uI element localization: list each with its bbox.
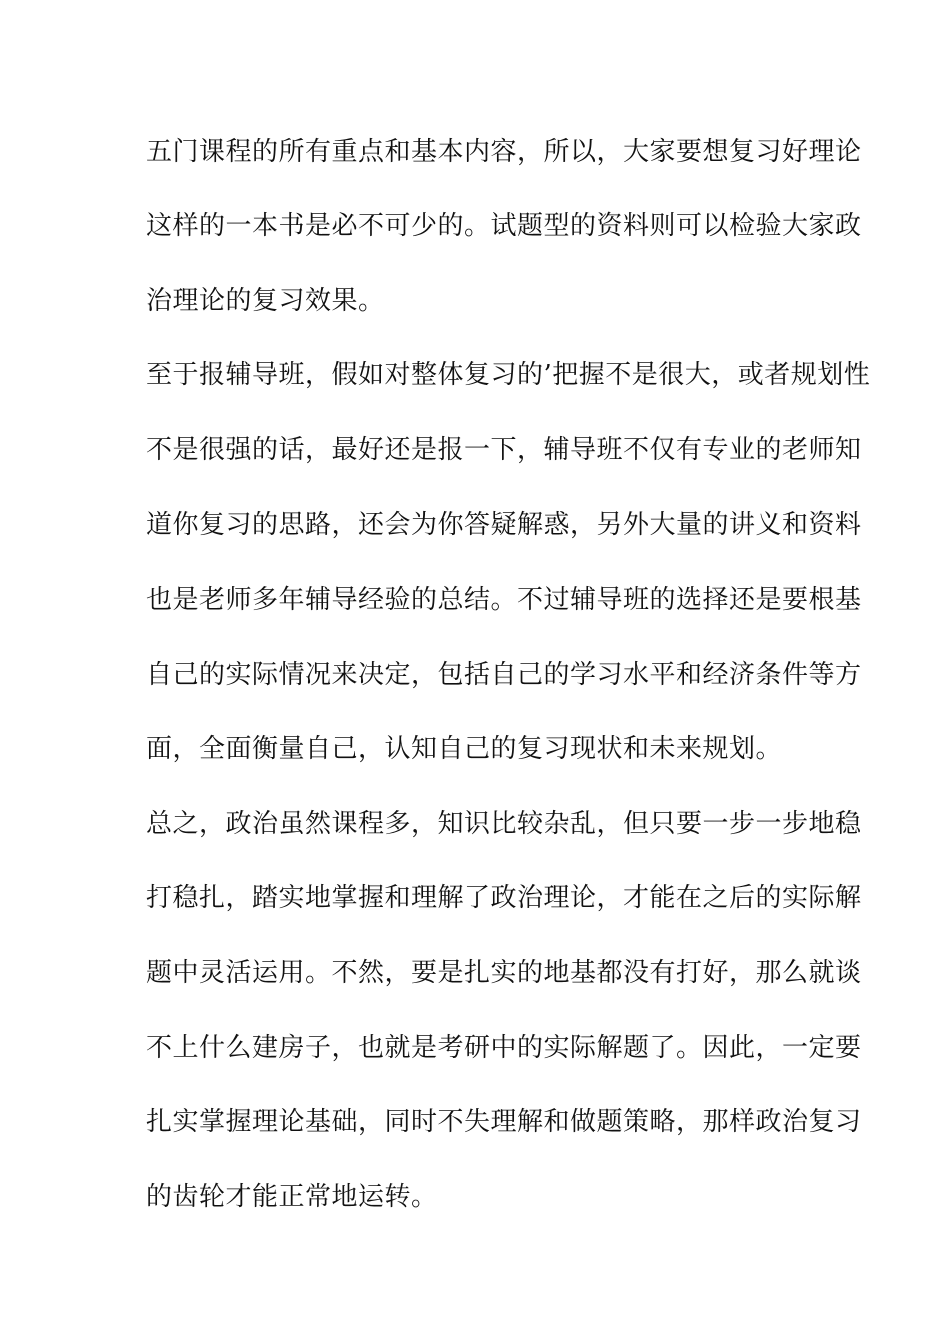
text-line: 五门课程的所有重点和基本内容，所以，大家要想复习好理论 — [146, 137, 862, 167]
text-line: 不是很强的话，最好还是报一下，辅导班不仅有专业的老师知 — [146, 435, 862, 465]
text-line: 题中灵活运用。不然，要是扎实的地基都没有打好，那么就谈 — [146, 958, 862, 988]
text-line: 的齿轮才能正常地运转。 — [146, 1182, 438, 1212]
text-line: 这样的一本书是必不可少的。试题型的资料则可以检验大家政 — [146, 211, 862, 241]
text-line: 扎实掌握理论基础，同时不失理解和做题策略，那样政治复习 — [146, 1107, 862, 1137]
text-line: 打稳扎，踏实地掌握和理解了政治理论，才能在之后的实际解 — [146, 883, 862, 913]
text-line: 也是老师多年辅导经验的总结。不过辅导班的选择还是要根基 — [146, 585, 862, 615]
text-line: 道你复习的思路，还会为你答疑解惑，另外大量的讲义和资料 — [146, 510, 862, 540]
text-line: 总之，政治虽然课程多，知识比较杂乱，但只要一步一步地稳 — [146, 809, 862, 839]
text-line: 不上什么建房子，也就是考研中的实际解题了。因此，一定要 — [146, 1033, 862, 1063]
text-line: 治理论的复习效果。 — [146, 286, 385, 316]
text-line: 自己的实际情况来决定，包括自己的学习水平和经济条件等方 — [146, 660, 862, 690]
text-line: 面，全面衡量自己，认知自己的复习现状和未来规划。 — [146, 734, 783, 764]
text-line: 至于报辅导班，假如对整体复习的’把握不是很大，或者规划性 — [146, 360, 871, 390]
